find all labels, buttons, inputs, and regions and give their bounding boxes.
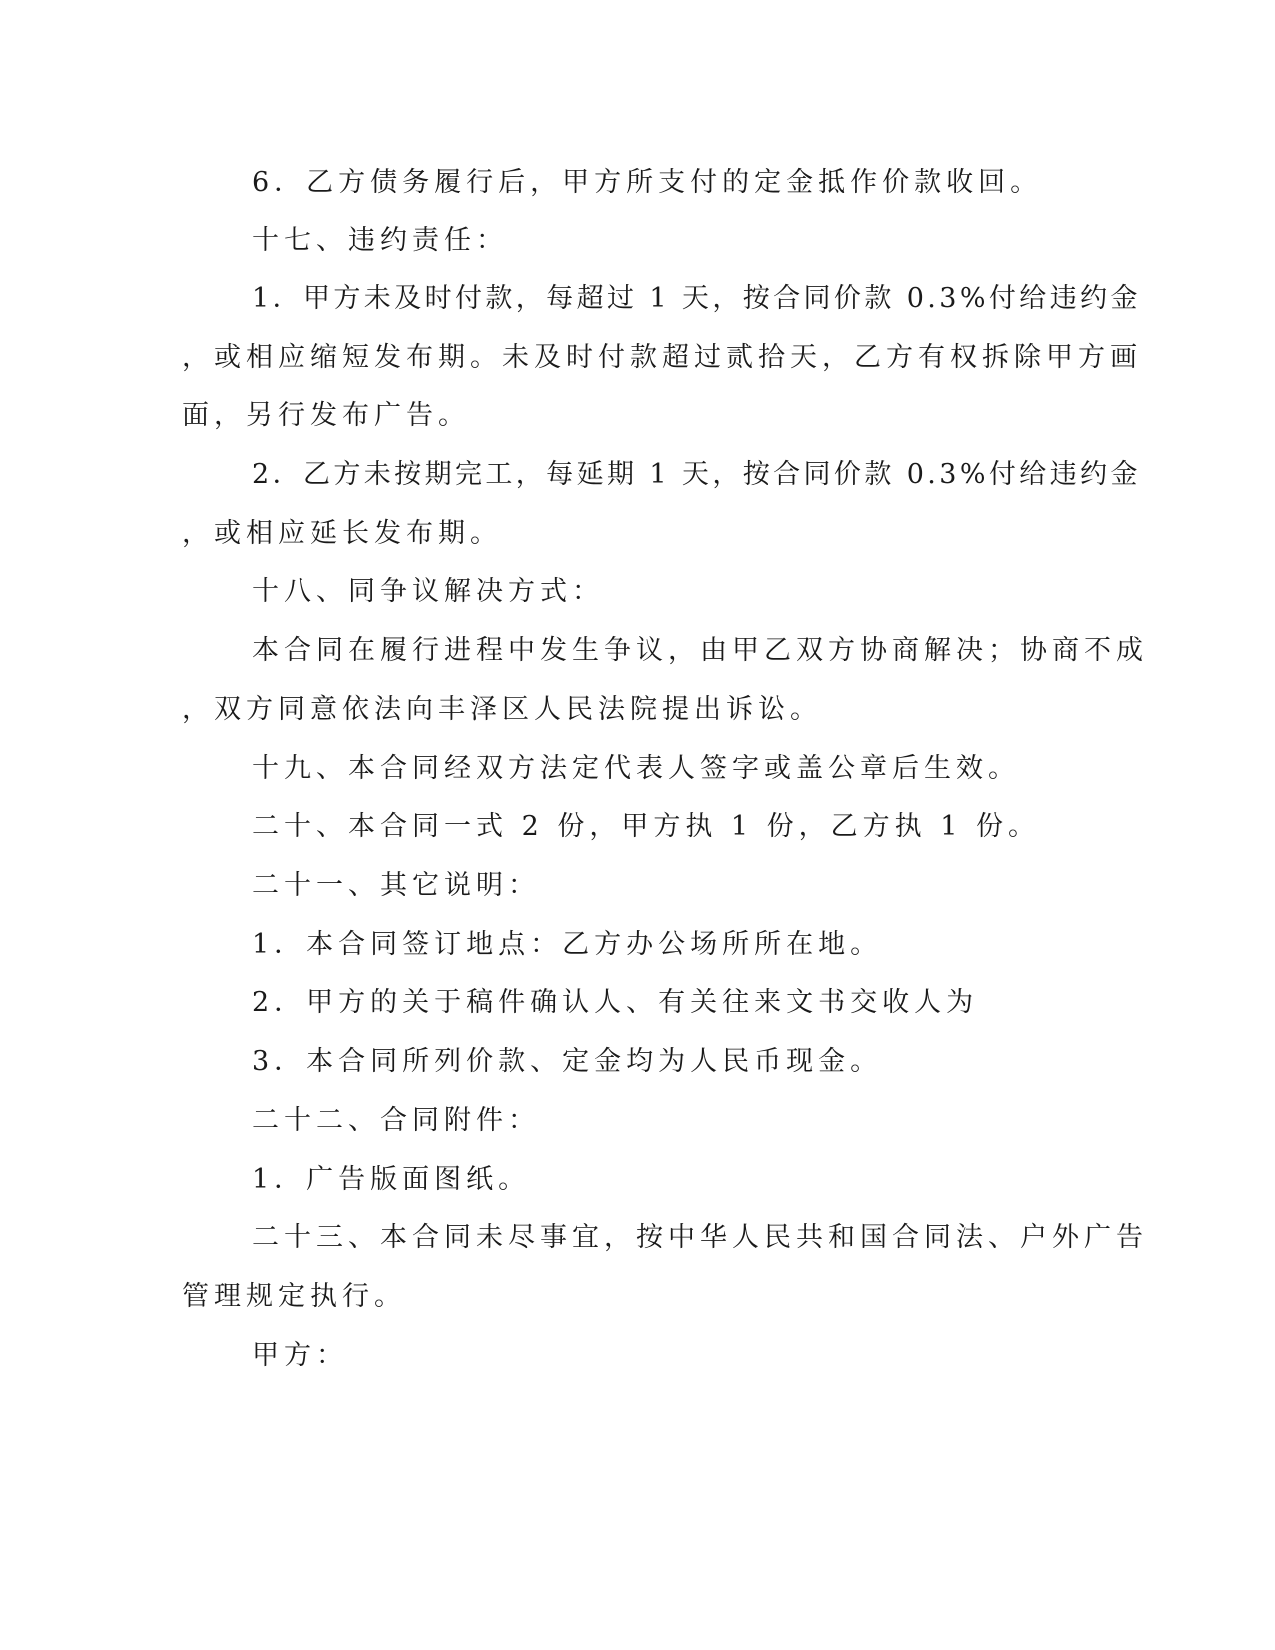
party-a-signature-label: 甲方： (252, 1340, 348, 1371)
section-19-text: 十九、本合同经双方法定代表人签字或盖公章后生效。 (252, 753, 1020, 784)
section-21-heading: 二十一、其它说明： (252, 870, 540, 901)
clause-16-item-6: 6．乙方债务履行后，甲方所支付的定金抵作价款收回。 (252, 167, 1043, 198)
clause-17-item-1-line-2: ，或相应缩短发布期。未及时付款超过贰拾天，乙方有权拆除甲方画 (182, 342, 1142, 373)
section-23-text-line-1: 二十三、本合同未尽事宜，按中华人民共和国合同法、户外广告 (252, 1222, 1148, 1253)
section-18-text-line-1: 本合同在履行进程中发生争议，由甲乙双方协商解决；协商不成 (252, 635, 1148, 666)
clause-22-item-1: 1．广告版面图纸。 (252, 1164, 531, 1195)
clause-21-item-3: 3．本合同所列价款、定金均为人民币现金。 (252, 1046, 883, 1077)
section-18-heading: 十八、同争议解决方式： (252, 576, 604, 607)
section-23-text-line-2: 管理规定执行。 (182, 1281, 406, 1312)
clause-21-item-2: 2．甲方的关于稿件确认人、有关往来文书交收人为 (252, 987, 979, 1018)
section-17-heading: 十七、违约责任： (252, 225, 508, 256)
section-18-text-line-2: ，双方同意依法向丰泽区人民法院提出诉讼。 (182, 694, 822, 725)
clause-17-item-2-line-1: 2．乙方未按期完工，每延期 1 天，按合同价款 0.3%付给违约金 (252, 459, 1141, 490)
clause-21-item-1: 1．本合同签订地点：乙方办公场所所在地。 (252, 929, 883, 960)
section-20-text: 二十、本合同一式 2 份，甲方执 1 份，乙方执 1 份。 (252, 811, 1041, 842)
section-22-heading: 二十二、合同附件： (252, 1105, 540, 1136)
clause-17-item-1-line-1: 1．甲方未及时付款，每超过 1 天，按合同价款 0.3%付给违约金 (252, 283, 1141, 314)
clause-17-item-1-line-3: 面，另行发布广告。 (182, 400, 470, 431)
clause-17-item-2-line-2: ，或相应延长发布期。 (182, 518, 502, 549)
